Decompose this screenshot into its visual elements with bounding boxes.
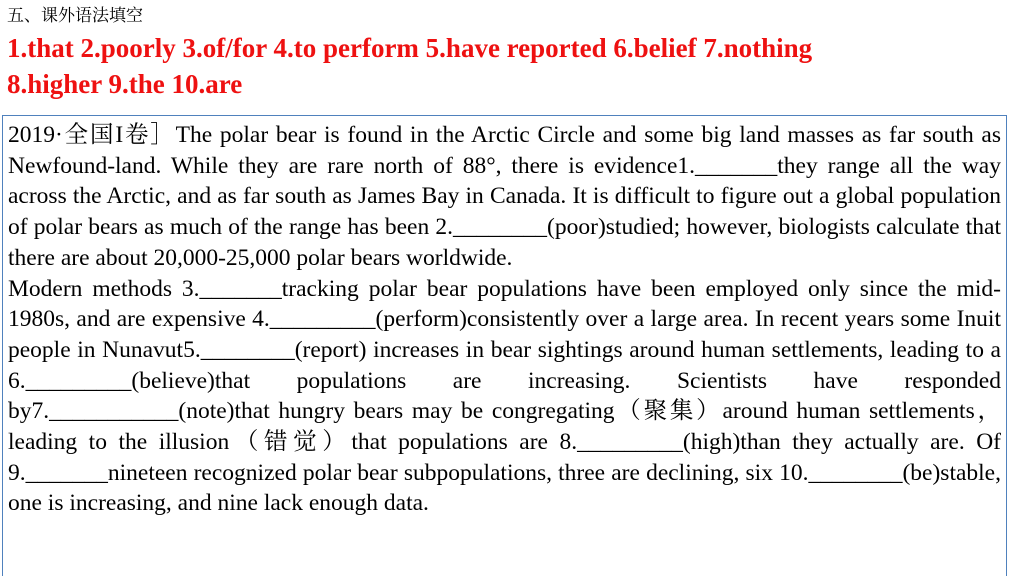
answer-key-line-1: 1.that 2.poorly 3.of/for 4.to perform 5.have reported 6.belief 7.nothing [7,33,813,63]
passage-paragraph-1: 2019·全国I卷］The polar bear is found in the Arctic Circle and some big land masses as far south as Newfound-land. While they are rare north of 88°, there is evidence1._______they range all the way across the Arctic, and as far south as James Bay in Canada. It is difficult to figure out a global population of polar bears as much of the range has been 2.________(poor)studied; however, biologists calculate that there are about 20,000-25,000 polar bears worldwide. [8,122,1001,271]
passage-paragraph-2: Modern methods 3._______tracking polar bear populations have been employed only since the mid-1980s, and are expensive 4._________(perform)consistently over a large area. In recent years some Inuit people in Nunavut5.________(report) increases in bear sightings around human settlements, leading to a 6._________(believe)that populations are increasing. Scientists have responded by7.___________(note)that hungry bears may be congregating（聚集）around human settlements，leading to the illusion（错觉）that populations are 8._________(high)than they actually are. Of 9._______nineteen recognized polar bear subpopulations, three are declining, six 10.________(be)stable, one is increasing, and nine lack enough data. [8,275,1001,517]
answer-key-line-2: 8.higher 9.the 10.are [7,69,243,99]
section-title: 五、课外语法填空 [7,6,143,26]
answer-key [7,30,1007,102]
passage-box [2,115,1007,576]
